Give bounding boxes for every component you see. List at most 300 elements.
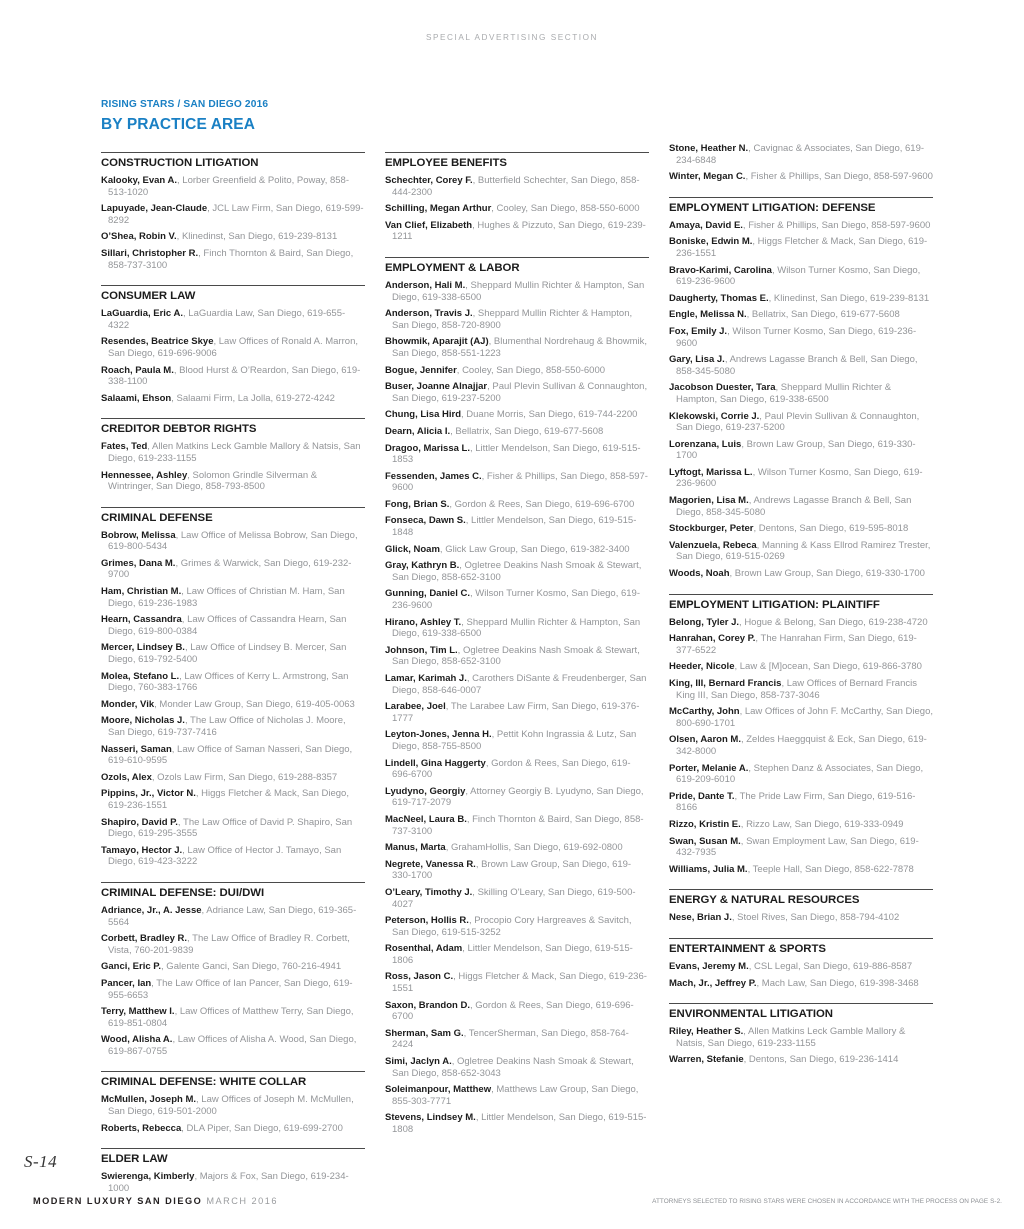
attorney-entry	[669, 912, 933, 924]
attorney-entry	[385, 308, 649, 331]
practice-area-title: ENVIRONMENTAL LITIGATION	[669, 1008, 833, 1021]
section-divider	[101, 882, 365, 883]
attorney-detail: , Law Offices of Alisha A. Wood, San Diego, 619-867-0755	[108, 1034, 357, 1057]
attorney-entry	[669, 1054, 933, 1066]
attorney-name: Rizzo, Kristin E.	[669, 818, 741, 830]
attorney-entry	[101, 231, 365, 243]
attorney-detail: , Sheppard Mullin Richter & Hampton, San Diego, 619-338-6500	[392, 279, 645, 303]
attorney-detail: , Manning & Kass Ellrod Ramirez Trester, San Diego, 619-515-0269	[676, 539, 931, 563]
attorney-entry	[101, 393, 365, 405]
attorney-detail: , Wilson Turner Kosmo, San Diego, 619-236-9600	[676, 466, 923, 490]
attorney-detail: , Law Office of Melissa Bobrow, San Diego, 619-800-5434	[108, 529, 358, 553]
attorney-name: Resendes, Beatrice Skye	[101, 336, 214, 348]
attorney-detail: , Mach Law, San Diego, 619-398-3468	[756, 977, 919, 989]
section-spacer	[385, 248, 649, 257]
attorney-detail: , TencerSherman, San Diego, 858-764-2424	[392, 1027, 629, 1051]
attorney-name: Lorenzana, Luis	[669, 438, 742, 450]
attorney-name: Salaami, Ehson	[101, 392, 172, 404]
attorney-entry	[669, 568, 933, 580]
attorney-name: Anderson, Travis J.	[385, 308, 473, 320]
section-spacer	[101, 1139, 365, 1148]
attorney-entry	[385, 971, 649, 994]
attorney-detail: , Littler Mendelson, San Diego, 619-515-1808	[392, 1112, 647, 1135]
attorney-name: Gunning, Daniel C.	[385, 588, 470, 600]
section-divider	[101, 1148, 365, 1149]
attorney-name: Warren, Stefanie	[669, 1054, 744, 1066]
section-spacer	[669, 585, 933, 594]
attorney-entry	[669, 495, 933, 518]
practice-area-section	[669, 938, 933, 1003]
attorney-name: Bogue, Jennifer	[385, 364, 457, 376]
attorney-entry	[101, 530, 365, 553]
attorney-entry	[101, 671, 365, 694]
attorney-detail: , Wilson Turner Kosmo, San Diego, 619-236-9600	[676, 264, 921, 288]
attorney-detail: , Teeple Hall, San Diego, 858-622-7878	[747, 863, 914, 875]
attorney-detail: , Littler Mendelson, San Diego, 619-515-1806	[392, 943, 633, 966]
attorney-name: Belong, Tyler J.	[669, 616, 740, 628]
attorney-detail: , Klinedinst, San Diego, 619-239-8131	[768, 292, 930, 304]
attorney-detail: , Procopio Cory Hargreaves & Savitch, San Diego, 619-515-3252	[392, 915, 632, 938]
attorney-entry	[385, 758, 649, 781]
attorney-name: Soleimanpour, Matthew	[385, 1084, 492, 1096]
attorney-entry	[669, 326, 933, 349]
attorney-detail: , Hughes & Pizzuto, San Diego, 619-239-1211	[392, 219, 646, 243]
attorney-entry	[101, 470, 365, 493]
attorney-entry	[101, 558, 365, 581]
attorney-name: Engle, Melissa N.	[669, 309, 747, 321]
practice-area-title: CRIMINAL DEFENSE: DUI/DWI	[101, 886, 265, 899]
attorney-name: Bravo-Karimi, Carolina	[669, 264, 772, 276]
practice-area-section	[669, 594, 933, 890]
practice-area-section	[101, 152, 365, 285]
attorney-entry	[385, 560, 649, 583]
attorney-detail: , Cooley, San Diego, 858-550-6000	[456, 364, 606, 376]
attorney-entry	[669, 540, 933, 563]
attorney-detail: , Higgs Fletcher & Mack, San Diego, 619-236-1551	[392, 971, 647, 995]
attorney-detail: , Law Offices of Christian M. Ham, San Diego, 619-236-1983	[108, 586, 345, 609]
attorney-detail: , Ogletree Deakins Nash Smoak & Stewart, San Diego, 858-652-3100	[392, 560, 642, 583]
footer-publication: MODERN LUXURY SAN DIEGO	[33, 1196, 203, 1206]
attorney-name: Peterson, Hollis R.	[385, 915, 469, 927]
attorney-name: Johnson, Tim L.	[385, 644, 458, 656]
directory-column	[385, 152, 649, 1208]
attorney-detail: , Gordon & Rees, San Diego, 619-696-6700	[449, 498, 635, 510]
attorney-detail: , Stoel Rives, San Diego, 858-794-4102	[731, 912, 900, 924]
attorney-detail: , Sheppard Mullin Richter & Hampton, San Diego, 619-338-6500	[392, 616, 641, 640]
attorney-entry	[101, 586, 365, 609]
attorney-entry	[385, 471, 649, 494]
section-spacer	[101, 276, 365, 285]
practice-area-section	[669, 197, 933, 594]
attorney-name: Evans, Jeremy M.	[669, 960, 749, 972]
attorney-entry	[101, 744, 365, 767]
section-kicker: RISING STARS / SAN DIEGO 2016	[101, 99, 269, 110]
section-divider	[385, 257, 649, 258]
attorney-name: Manus, Marta	[385, 842, 446, 854]
practice-area-section	[101, 1071, 365, 1148]
attorney-detail: , Wilson Turner Kosmo, San Diego, 619-236-9600	[392, 588, 641, 612]
attorney-entry	[385, 701, 649, 724]
attorney-entry	[101, 441, 365, 464]
attorney-entry	[101, 772, 365, 784]
attorney-entry	[669, 734, 933, 757]
attorney-name: Terry, Matthew I.	[101, 1006, 175, 1018]
attorney-name: Dearn, Alicia I.	[385, 425, 451, 437]
attorney-entry	[669, 293, 933, 305]
attorney-detail: , Brown Law Group, San Diego, 619-330-1700	[729, 568, 925, 580]
attorney-entry	[101, 933, 365, 956]
practice-area-title: CONSTRUCTION LITIGATION	[101, 157, 259, 169]
attorney-name: Nasseri, Saman	[101, 743, 172, 755]
attorney-entry	[101, 203, 365, 226]
practice-area-section	[385, 257, 649, 1150]
attorney-detail: , Law Offices of John F. McCarthy, San Diego, 800-690-1701	[676, 706, 933, 729]
section-divider	[101, 1071, 365, 1072]
attorney-name: Pippins, Jr., Victor N.	[101, 788, 196, 800]
attorney-name: Heeder, Nicole	[669, 661, 735, 673]
attorney-detail: , Ozols Law Firm, San Diego, 619-288-8357	[151, 771, 338, 783]
attorney-detail: , Brown Law Group, San Diego, 619-330-1700	[392, 858, 632, 882]
attorney-entry	[101, 642, 365, 665]
attorney-entry	[669, 523, 933, 535]
attorney-name: Roach, Paula M.	[101, 364, 174, 376]
attorney-name: Boniske, Edwin M.	[669, 236, 753, 248]
section-spacer	[669, 1071, 933, 1080]
attorney-entry	[669, 143, 933, 166]
attorney-detail: , Ogletree Deakins Nash Smoak & Stewart, San Diego, 858-652-3100	[392, 644, 640, 668]
attorney-detail: , GrahamHollis, San Diego, 619-692-0800	[445, 842, 623, 854]
attorney-detail: , Fisher & Phillips, San Diego, 858-597-9600	[745, 171, 933, 183]
attorney-entry	[385, 645, 649, 668]
attorney-detail: , Salaami Firm, La Jolla, 619-272-4242	[171, 392, 335, 404]
attorney-detail: , Finch Thornton & Baird, San Diego, 858-737-3100	[108, 247, 354, 271]
practice-area-title: ENTERTAINMENT & SPORTS	[669, 942, 826, 955]
attorney-entry	[101, 1094, 365, 1117]
attorney-detail: , Littler Mendelson, San Diego, 619-515-1848	[392, 515, 637, 539]
attorney-detail: , Andrews Lagasse Branch & Bell, San Diego, 858-345-5080	[676, 354, 918, 377]
attorney-name: Swan, Susan M.	[669, 835, 741, 847]
attorney-name: Nese, Brian J.	[669, 912, 732, 924]
attorney-entry	[385, 1084, 649, 1107]
attorney-name: King, III, Bernard Francis	[669, 678, 782, 689]
attorney-entry	[385, 915, 649, 938]
attorney-entry	[669, 1026, 933, 1049]
attorney-entry	[669, 978, 933, 990]
attorney-detail: , Stephen Danz & Associates, San Diego, 619-209-6010	[676, 762, 924, 786]
directory-column	[669, 143, 933, 1208]
attorney-detail: , Wilson Turner Kosmo, San Diego, 619-236-9600	[676, 325, 917, 349]
attorney-entry	[385, 544, 649, 556]
attorney-entry	[385, 443, 649, 466]
attorney-detail: , Higgs Fletcher & Mack, San Diego, 619-236-1551	[676, 236, 928, 259]
attorney-name: Sillari, Christopher R.	[101, 247, 199, 259]
attorney-detail: , Littler Mendelson, San Diego, 619-515-1853	[392, 442, 641, 466]
attorney-detail: , Monder Law Group, San Diego, 619-405-0063	[154, 698, 355, 710]
attorney-name: Magorien, Lisa M.	[669, 495, 749, 507]
attorney-name: Gary, Lisa J.	[669, 354, 725, 366]
attorney-name: Grimes, Dana M.	[101, 557, 176, 569]
attorney-detail: , Sheppard Mullin Richter & Hampton, San Diego, 619-338-6500	[676, 382, 892, 405]
attorney-name: Corbett, Bradley R.	[101, 933, 188, 945]
attorney-entry	[101, 175, 365, 198]
attorney-detail: , Rizzo Law, San Diego, 619-333-0949	[740, 818, 904, 830]
attorney-name: Swierenga, Kimberly	[101, 1171, 195, 1183]
attorney-entry	[101, 817, 365, 840]
attorney-entry	[385, 729, 649, 752]
attorney-detail: , Cavignac & Associates, San Diego, 619-234-6848	[676, 143, 925, 166]
attorney-entry	[385, 203, 649, 215]
practice-area-title: EMPLOYMENT LITIGATION: PLAINTIFF	[669, 598, 880, 611]
attorney-name: Anderson, Hali M.	[385, 279, 466, 291]
attorney-name: Olsen, Aaron M.	[669, 734, 741, 746]
section-divider	[385, 152, 649, 153]
page-title: BY PRACTICE AREA	[101, 116, 256, 133]
attorney-entry	[385, 499, 649, 511]
attorney-name: Lyftogt, Marissa L.	[669, 466, 753, 478]
section-divider	[669, 594, 933, 595]
section-spacer	[101, 498, 365, 507]
folio-page-number: S-14	[24, 1152, 58, 1171]
practice-area-title: EMPLOYMENT LITIGATION: DEFENSE	[669, 201, 876, 214]
attorney-name: Schechter, Corey F.	[385, 175, 473, 186]
attorney-entry	[101, 614, 365, 637]
section-divider	[669, 197, 933, 198]
attorney-name: Porter, Melanie A.	[669, 762, 749, 774]
attorney-detail: , Galente Ganci, San Diego, 760-216-4941	[161, 961, 342, 973]
attorney-entry	[669, 864, 933, 876]
attorney-name: Tamayo, Hector J.	[101, 844, 183, 856]
attorney-detail: , The Pride Law Firm, San Diego, 619-516-8166	[676, 790, 916, 814]
attorney-detail: , Law Offices of Ronald A. Marron, San Diego, 619-696-9006	[108, 336, 358, 359]
attorney-name: Hirano, Ashley T.	[385, 616, 462, 628]
attorney-entry	[669, 467, 933, 490]
practice-area-title: EMPLOYEE BENEFITS	[385, 157, 507, 169]
attorney-detail: , LaGuardia Law, San Diego, 619-655-4322	[108, 308, 346, 331]
attorney-detail: , Fisher & Phillips, San Diego, 858-597-9600	[392, 470, 648, 494]
attorney-detail: , JCL Law Firm, San Diego, 619-599-8292	[108, 203, 364, 226]
attorney-detail: , Hogue & Belong, San Diego, 619-238-4720	[739, 616, 928, 628]
attorney-entry	[101, 699, 365, 711]
attorney-detail: , Law Offices of Bernard Francis King III, San Diego, 858-737-3046	[676, 678, 917, 701]
attorney-detail: , The Law Office of Bradley R. Corbett, Vista, 760-201-9839	[108, 933, 350, 956]
footer-issue: MARCH 2016	[202, 1196, 278, 1206]
attorney-entry	[669, 763, 933, 786]
attorney-name: Riley, Heather S.	[669, 1026, 744, 1038]
attorney-entry	[101, 308, 365, 331]
practice-area-section	[385, 152, 649, 257]
attorney-detail: , Finch Thornton & Baird, San Diego, 858-737-3100	[392, 813, 644, 837]
attorney-entry	[385, 617, 649, 640]
practice-area-title: ENERGY & NATURAL RESOURCES	[669, 894, 860, 907]
attorney-entry	[385, 409, 649, 421]
attorney-detail: , Sheppard Mullin Richter & Hampton, San Diego, 858-720-8900	[392, 308, 633, 331]
attorney-name: Fong, Brian S.	[385, 498, 450, 510]
attorney-name: Pancer, Ian	[101, 977, 152, 989]
attorney-detail: , DLA Piper, San Diego, 619-699-2700	[181, 1122, 343, 1134]
attorney-name: Saxon, Brandon D.	[385, 999, 470, 1011]
attorney-entry	[101, 845, 365, 868]
attorney-entry	[101, 715, 365, 738]
practice-area-title: EMPLOYMENT & LABOR	[385, 261, 520, 274]
attorney-entry	[669, 236, 933, 259]
attorney-entry	[385, 280, 649, 303]
attorney-name: Glick, Noam	[385, 543, 440, 555]
directory-columns	[101, 143, 933, 1208]
attorney-name: Hanrahan, Corey P.	[669, 633, 756, 645]
attorney-entry	[385, 673, 649, 696]
attorney-name: O’Leary, Timothy J.	[385, 886, 473, 898]
attorney-detail: , Law & [M]ocean, San Diego, 619-866-3780	[734, 661, 922, 673]
attorney-detail: , Gordon & Rees, San Diego, 619-696-6700	[392, 999, 634, 1023]
attorney-name: Klekowski, Corrie J.	[669, 410, 760, 422]
attorney-name: Hennessee, Ashley	[101, 469, 188, 481]
attorney-entry	[669, 265, 933, 288]
practice-area-section	[101, 285, 365, 418]
attorney-name: Adriance, Jr., A. Jesse	[101, 904, 202, 916]
attorney-entry	[101, 1034, 365, 1057]
attorney-detail: , Glick Law Group, San Diego, 619-382-3400	[439, 543, 630, 555]
attorney-entry	[669, 961, 933, 973]
attorney-entry	[385, 1028, 649, 1051]
attorney-name: McCarthy, John	[669, 706, 740, 718]
attorney-entry	[385, 1056, 649, 1079]
attorney-detail: , Majors & Fox, San Diego, 619-234-1000	[108, 1171, 349, 1194]
attorney-name: Gray, Kathryn B.	[385, 560, 460, 572]
section-divider	[101, 507, 365, 508]
attorney-entry	[669, 678, 933, 701]
attorney-entry	[101, 336, 365, 359]
attorney-detail: , Brown Law Group, San Diego, 619-330-1700	[676, 438, 916, 462]
attorney-detail: , Klinedinst, San Diego, 619-239-8131	[176, 231, 338, 243]
section-spacer	[101, 409, 365, 418]
attorney-entry	[385, 336, 649, 359]
attorney-entry	[385, 859, 649, 882]
attorney-name: Fates, Ted	[101, 441, 148, 453]
attorney-entry	[385, 814, 649, 837]
attorney-name: Stone, Heather N.	[669, 143, 749, 154]
section-divider	[101, 285, 365, 286]
attorney-detail: , Allen Matkins Leck Gamble Mallory & Natsis, San Diego, 619-233-1155	[676, 1026, 906, 1049]
attorney-entry	[669, 220, 933, 232]
attorney-detail: , Blood Hurst & O’Reardon, San Diego, 619-338-1100	[108, 364, 361, 388]
attorney-entry	[385, 220, 649, 243]
section-spacer	[101, 873, 365, 882]
attorney-entry	[385, 1000, 649, 1023]
attorney-name: Kalooky, Evan A.	[101, 175, 178, 186]
attorney-name: Fonseca, Dawn S.	[385, 515, 466, 527]
attorney-detail: , Blumenthal Nordrehaug & Bhowmik, San Diego, 858-551-1223	[392, 336, 648, 359]
attorney-entry	[669, 617, 933, 629]
attorney-detail: , The Hanrahan Firm, San Diego, 619-377-6522	[676, 633, 917, 656]
attorney-detail: , The Law Office of Nicholas J. Moore, San Diego, 619-737-7416	[108, 715, 346, 738]
attorney-name: Van Clief, Elizabeth	[385, 219, 473, 231]
attorney-name: Molea, Stefano L.	[101, 670, 180, 682]
attorney-detail: , Paul Plevin Sullivan & Connaughton, San Diego, 619-237-5200	[392, 381, 648, 404]
attorney-entry	[101, 248, 365, 271]
attorney-entry	[385, 842, 649, 854]
attorney-name: Shapiro, David P.	[101, 816, 178, 828]
section-divider	[101, 152, 365, 153]
attorney-name: Simi, Jaclyn A.	[385, 1056, 452, 1068]
attorney-name: Ganci, Eric P.	[101, 961, 162, 973]
section-spacer	[669, 188, 933, 197]
attorney-name: Moore, Nicholas J.	[101, 715, 185, 727]
attorney-detail: , Paul Plevin Sullivan & Connaughton, San Diego, 619-237-5200	[676, 410, 920, 434]
attorney-entry	[669, 836, 933, 859]
attorney-detail: , Dentons, San Diego, 619-595-8018	[753, 523, 909, 535]
practice-area-section	[669, 143, 933, 197]
attorney-name: MacNeel, Laura B.	[385, 813, 467, 825]
attorney-name: Fox, Emily J.	[669, 325, 728, 337]
attorney-detail: , Higgs Fletcher & Mack, San Diego, 619-236-1551	[108, 788, 349, 811]
attorney-name: LaGuardia, Eric A.	[101, 308, 184, 320]
attorney-detail: , Butterfield Schechter, San Diego, 858-444-2300	[392, 175, 640, 198]
attorney-name: Roberts, Rebecca	[101, 1122, 182, 1134]
attorney-detail: , Bellatrix, San Diego, 619-677-5608	[746, 309, 900, 321]
attorney-entry	[669, 819, 933, 831]
attorney-entry	[669, 661, 933, 673]
practice-area-section	[669, 889, 933, 938]
attorney-name: Lamar, Karimah J.	[385, 673, 467, 684]
attorney-name: Lyudyno, Georgiy	[385, 785, 466, 797]
attorney-entry	[101, 365, 365, 388]
attorney-name: Fessenden, James C.	[385, 470, 482, 482]
footer-disclaimer: ATTORNEYS SELECTED TO RISING STARS WERE CHOSEN IN ACCORDANCE WITH THE PROCESS ON PAGE S-2.	[652, 1198, 1002, 1205]
attorney-detail: , Adriance Law, San Diego, 619-365-5564	[108, 904, 357, 928]
attorney-name: O’Shea, Robin V.	[101, 231, 177, 243]
attorney-detail: , Cooley, San Diego, 858-550-6000	[491, 203, 640, 215]
attorney-name: Woods, Noah	[669, 568, 730, 580]
section-spacer	[669, 880, 933, 889]
attorney-detail: , Matthews Law Group, San Diego, 855-303-7771	[392, 1084, 639, 1107]
attorney-name: Larabee, Joel	[385, 701, 446, 713]
attorney-name: Sherman, Sam G.	[385, 1027, 464, 1039]
attorney-detail: , Gordon & Rees, San Diego, 619-696-6700	[392, 757, 631, 781]
section-divider	[669, 938, 933, 939]
attorney-name: Pride, Dante T.	[669, 790, 735, 802]
attorney-entry	[101, 961, 365, 973]
attorney-name: Bhowmik, Aparajit (AJ)	[385, 336, 489, 348]
attorney-entry	[385, 515, 649, 538]
attorney-name: Hearn, Cassandra	[101, 614, 182, 626]
practice-area-title: CRIMINAL DEFENSE: WHITE COLLAR	[101, 1076, 307, 1089]
practice-area-section	[101, 507, 365, 882]
attorney-detail: , Law Offices of Cassandra Hearn, San Diego, 619-800-0384	[108, 614, 347, 637]
attorney-detail: , Law Offices of Joseph M. McMullen, San Diego, 619-501-2000	[108, 1094, 354, 1118]
attorney-entry	[669, 439, 933, 462]
attorney-entry	[669, 382, 933, 405]
practice-area-title: CONSUMER LAW	[101, 290, 196, 303]
practice-area-title: CRIMINAL DEFENSE	[101, 511, 213, 524]
attorney-detail: , Law Office of Lindsey B. Mercer, San Diego, 619-792-5400	[108, 642, 347, 666]
section-spacer	[385, 1141, 649, 1150]
attorney-entry	[385, 588, 649, 611]
attorney-entry	[385, 175, 649, 198]
attorney-name: McMullen, Joseph M.	[101, 1094, 197, 1106]
attorney-detail: , Allen Matkins Leck Gamble Mallory & Natsis, San Diego, 619-233-1155	[108, 441, 361, 464]
attorney-entry	[669, 309, 933, 321]
attorney-detail: , CSL Legal, San Diego, 619-886-8587	[748, 960, 913, 972]
practice-area-section	[101, 882, 365, 1072]
attorney-detail: , Law Office of Saman Nasseri, San Diego, 619-610-9595	[108, 743, 353, 767]
attorney-entry	[385, 786, 649, 809]
attorney-detail: , Law Offices of Matthew Terry, San Diego, 619-851-0804	[108, 1006, 354, 1029]
attorney-detail: , Zeldes Haeggquist & Eck, San Diego, 619-342-8000	[676, 734, 927, 757]
attorney-name: Wood, Alisha A.	[101, 1034, 173, 1046]
attorney-entry	[385, 887, 649, 910]
attorney-detail: , Solomon Grindle Silverman & Wintringer, San Diego, 858-793-8500	[108, 469, 318, 493]
attorney-name: Mercer, Lindsey B.	[101, 642, 185, 654]
